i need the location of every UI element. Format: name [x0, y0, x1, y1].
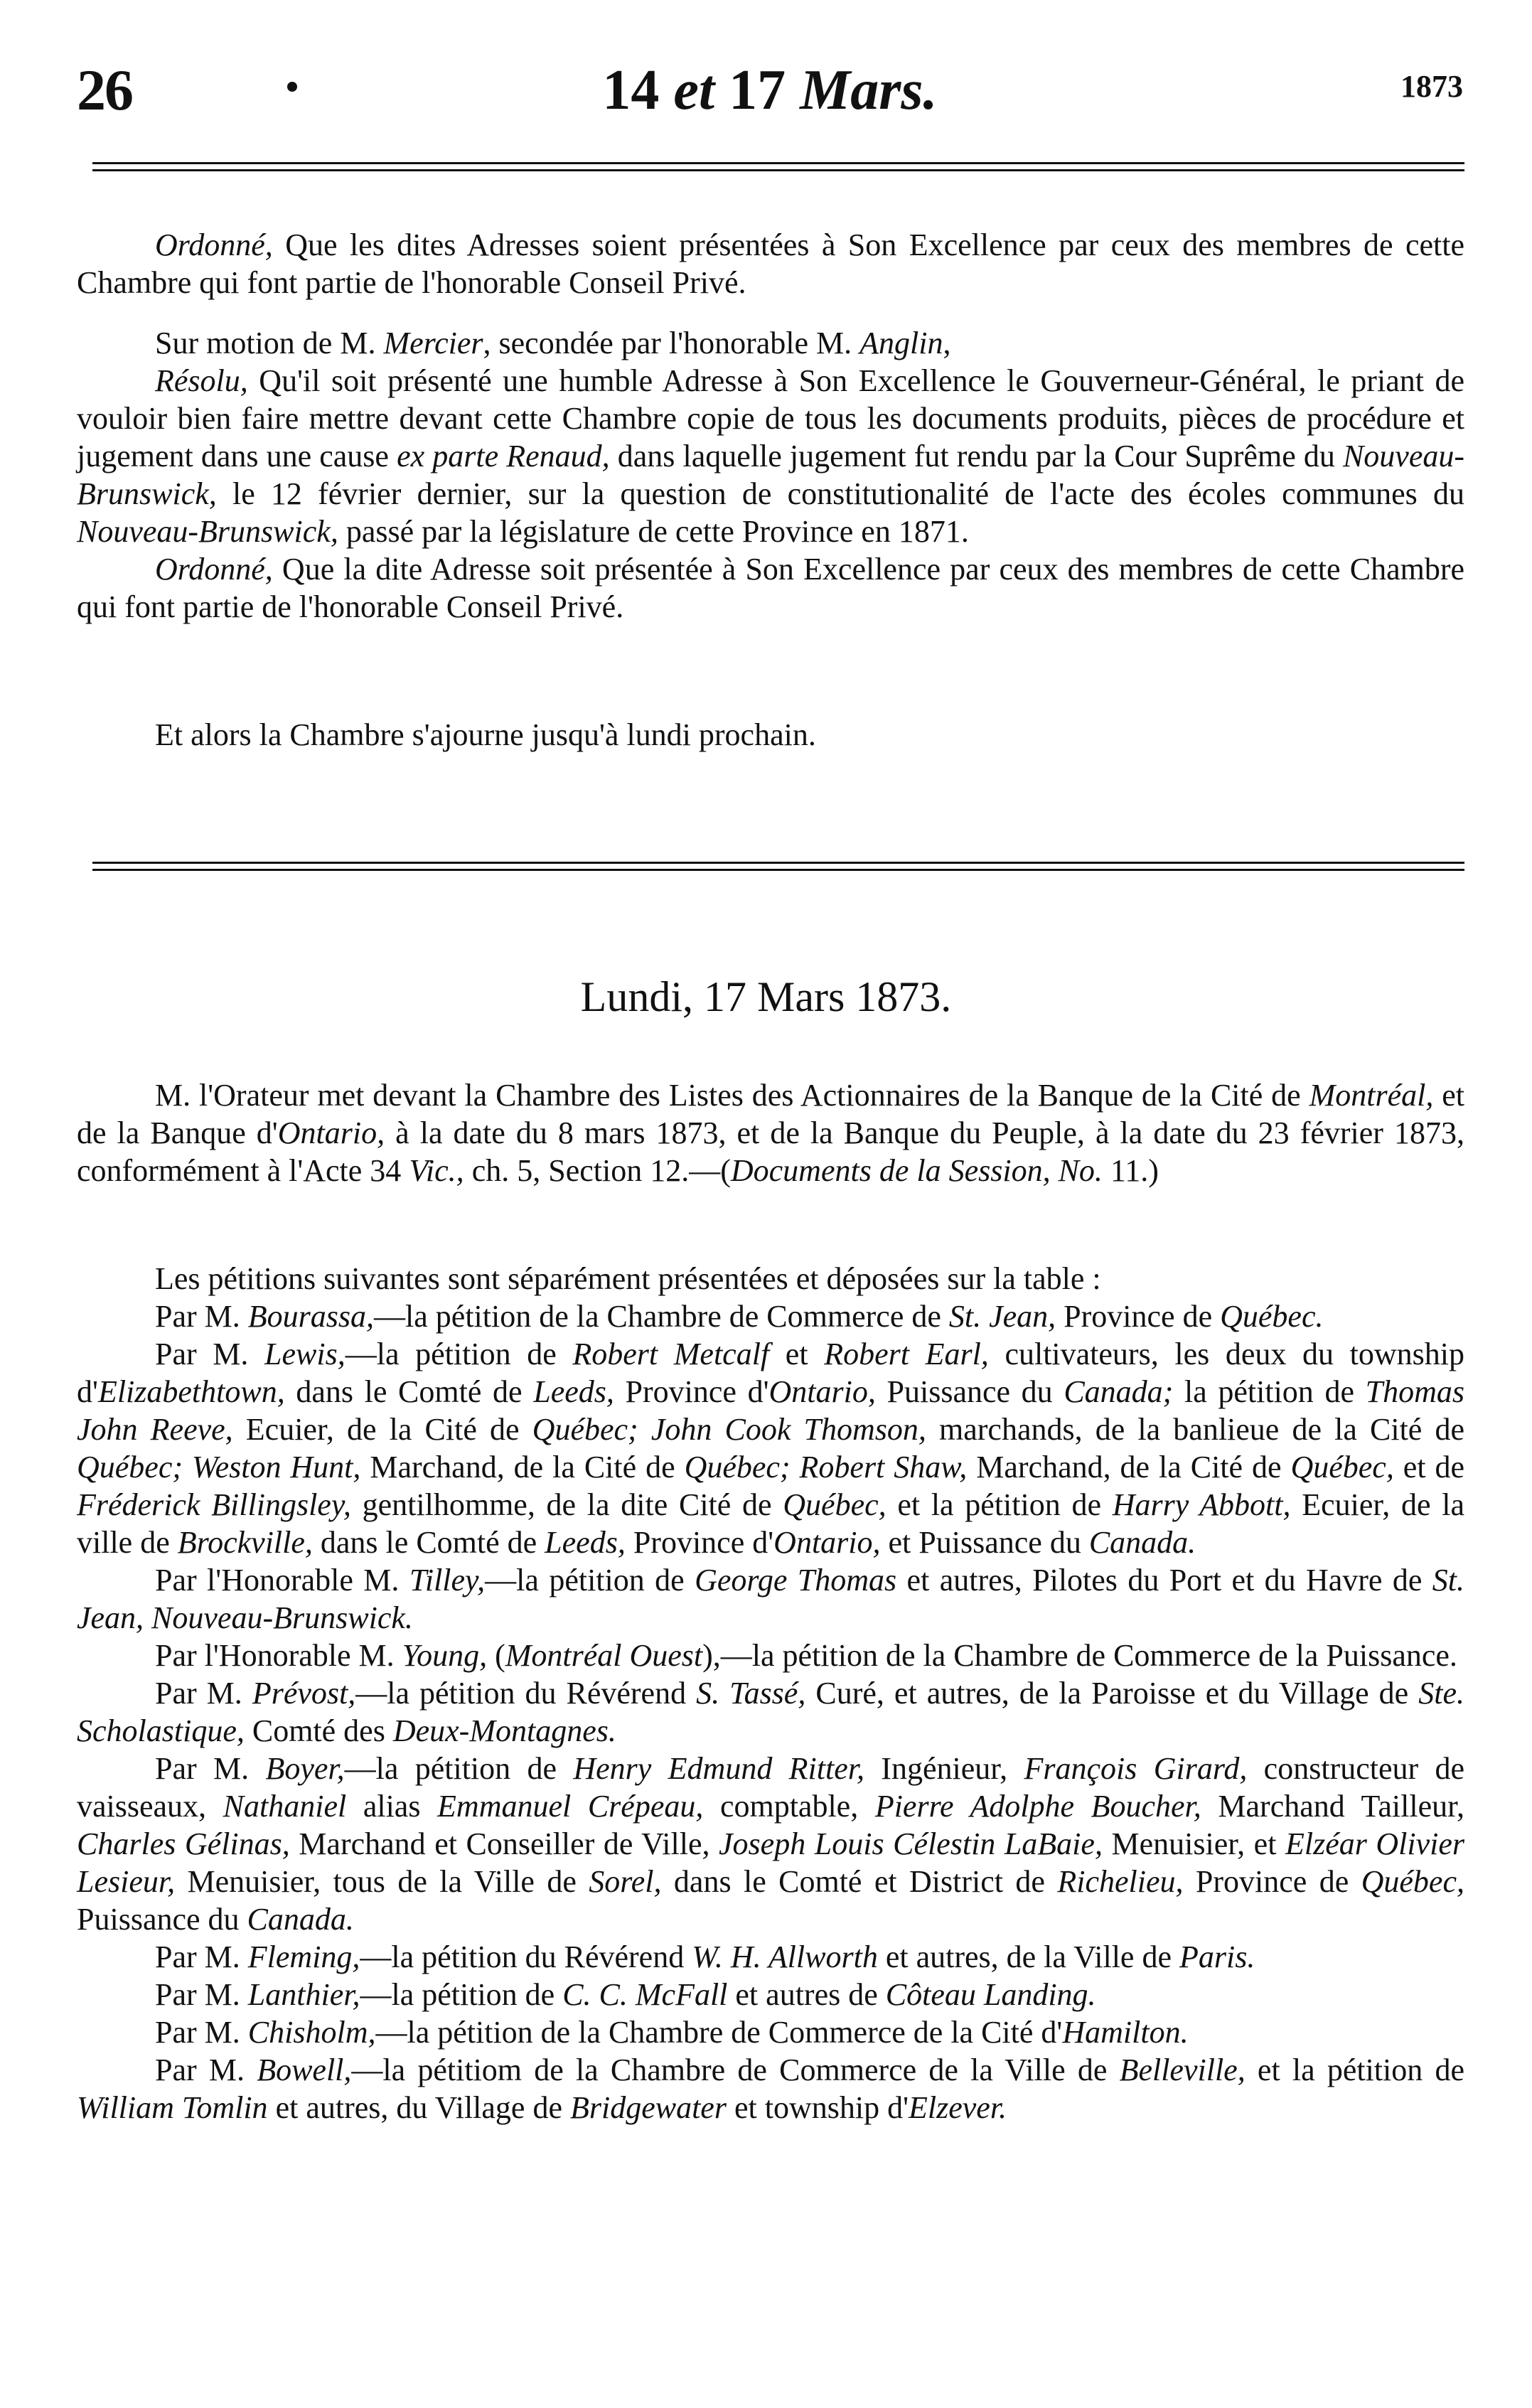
petition-italic-segment: Québec, — [783, 1487, 886, 1522]
orateur-text-5: 11.) — [1102, 1153, 1159, 1188]
resolu-italic-3: Nouveau-Brunswick, — [77, 514, 338, 549]
petition-italic-segment: Harry Abbott, — [1112, 1487, 1291, 1522]
petition-text-segment: Ingénieur, — [864, 1751, 1024, 1786]
petition-italic-segment: Québec. — [1220, 1299, 1324, 1334]
page-number: 26 — [77, 58, 132, 122]
petition-italic-segment: Canada; — [1064, 1374, 1174, 1409]
petition-text-segment: Menuisier, tous de la Ville de — [175, 1864, 589, 1899]
petition-text-segment: —la pétition de — [344, 1751, 574, 1786]
petition-paragraph — [77, 1976, 1464, 2013]
petition-text-segment: Par M. — [155, 1337, 265, 1371]
petition-italic-segment: Joseph Louis Célestin LaBaie, — [719, 1826, 1103, 1861]
orateur-text-3: à la date du 8 mars 1873, et de la Banque du Peuple, à la date du 23 février 1873, conformément à l'Acte 34 — [77, 1115, 1464, 1188]
petition-italic-segment: Leeds, — [533, 1374, 614, 1409]
motion-text-end: , — [943, 326, 951, 360]
day-heading: Lundi, 17 Mars 1873. — [580, 973, 952, 1020]
petition-text-segment: et autres, Pilotes du Port et du Havre de — [896, 1563, 1432, 1598]
petition-text-segment: Par M. — [155, 2053, 257, 2087]
petition-italic-segment: Hamilton. — [1062, 2015, 1189, 2050]
petition-italic-segment: Pierre Adolphe Boucher, — [874, 1789, 1201, 1824]
petition-text-segment: Par l'Honorable M. — [155, 1638, 402, 1673]
paragraph-ordonne-2 — [77, 550, 1464, 626]
petition-text-segment: Marchand et Conseiller de Ville, — [289, 1826, 719, 1861]
header-double-rule — [92, 162, 1464, 176]
petition-text-segment: Par M. — [155, 1751, 266, 1786]
section-double-rule — [92, 862, 1464, 876]
petition-italic-segment: Robert Shaw, — [799, 1450, 968, 1484]
petition-italic-segment: Boyer, — [265, 1751, 345, 1786]
petition-text-segment: —la pétition du Révérend — [355, 1676, 697, 1711]
petition-italic-segment: Richelieu, — [1057, 1864, 1184, 1899]
petition-italic-segment: Tilley, — [409, 1563, 486, 1598]
petition-text-segment: Marchand, de la Cité de — [360, 1450, 685, 1484]
section-orateur-listes — [77, 1076, 1464, 1189]
petition-text-segment: Marchand, de la Cité de — [967, 1450, 1291, 1484]
petition-text-segment: Province de — [1183, 1864, 1361, 1899]
petition-italic-segment: W. H. Allworth — [692, 1939, 878, 1974]
petition-text-segment: et la pétition de — [1245, 2053, 1464, 2087]
petition-text-segment: ( — [487, 1638, 505, 1673]
paragraph-ordonne-1 — [77, 226, 1464, 301]
orateur-italic-3: Vic., — [409, 1153, 464, 1188]
section-petitions — [77, 1260, 1464, 2126]
petition-italic-segment: Weston Hunt, — [191, 1450, 361, 1484]
date-conjunction: et — [673, 59, 715, 122]
petition-italic-segment: Robert Earl, — [824, 1337, 989, 1371]
petition-italic-segment: Québec; — [684, 1450, 791, 1484]
orateur-italic-1: Montréal, — [1309, 1078, 1434, 1113]
petition-italic-segment: Fréderick Billingsley, — [77, 1487, 351, 1522]
petition-text-segment: Puissance du — [77, 1902, 247, 1937]
petition-text-segment: et autres, du Village de — [267, 2090, 570, 2125]
motion-text-mid: , secondée par l'honorable M. — [483, 326, 860, 360]
petition-italic-segment: C. C. McFall — [562, 1977, 728, 2012]
petition-text-segment: Province d' — [614, 1374, 769, 1409]
petition-italic-segment: John Cook Thomson, — [650, 1412, 926, 1447]
petition-paragraph — [77, 1750, 1464, 1938]
petition-italic-segment: Elzéar Olivier Lesieur, — [77, 1826, 1465, 1899]
petition-text-segment: gentilhomme, de la dite Cité de — [350, 1487, 783, 1522]
petition-text-segment: dans le Comté et District de — [661, 1864, 1058, 1899]
petition-italic-segment: Fleming, — [247, 1939, 360, 1974]
petition-italic-segment: Leeds, — [545, 1525, 626, 1560]
petition-text-segment: —la pétition de — [485, 1563, 695, 1598]
petition-text-segment: Par l'Honorable M. — [155, 1563, 409, 1598]
petition-text-segment: et la pétition de — [886, 1487, 1113, 1522]
petition-italic-segment: St. Jean, Nouveau-Brunswick. — [77, 1563, 1465, 1635]
petition-italic-segment: Bourassa, — [247, 1299, 375, 1334]
petition-text-segment: —la pétition du Révérend — [360, 1939, 692, 1974]
petition-text-segment: Ecuier, de la Cité de — [232, 1412, 532, 1447]
petition-text-segment: Province d' — [625, 1525, 774, 1560]
petition-italic-segment: Ontario, — [768, 1374, 876, 1409]
petition-italic-segment: Québec; — [77, 1450, 183, 1484]
motion-mover: Mercier — [383, 326, 483, 360]
adjournment-line: Et alors la Chambre s'ajourne jusqu'à lundi prochain. — [155, 717, 816, 752]
petition-italic-segment: Henry Edmund Ritter, — [573, 1751, 864, 1786]
petition-italic-segment: George Thomas — [695, 1563, 897, 1598]
petition-italic-segment: Montréal Ouest — [505, 1638, 703, 1673]
petition-paragraph — [77, 1297, 1464, 1335]
petition-italic-segment: Bowell, — [257, 2053, 352, 2087]
petition-italic-segment: Prévost, — [252, 1676, 356, 1711]
petition-text-segment: alias — [346, 1789, 438, 1824]
resolu-text-1: Qu'il soit présenté une humble Adresse à Son Excellence le Gouverneur-Général, le priant de vouloir bien faire mettre devant cette Chambre copie de tous les documents produits, pièces de procédure et jugement dans une cause — [77, 363, 1464, 473]
petition-text-segment: dans le Comté de — [312, 1525, 545, 1560]
petition-text-segment: Comté des — [244, 1713, 393, 1748]
resolu-italic-1: ex parte Renaud, — [397, 439, 610, 473]
resolu-text-4: passé par la législature de cette Province en 1871. — [338, 514, 969, 549]
ink-dot — [287, 82, 297, 92]
petition-text-segment: et autres, de la Ville de — [877, 1939, 1179, 1974]
petition-italic-segment: Elizabethtown, — [97, 1374, 285, 1409]
motion-text: Sur motion de M. — [155, 326, 384, 360]
petition-italic-segment: S. Tassé, — [696, 1676, 806, 1711]
petition-text-segment: Curé, et autres, de la Paroisse et du Village de — [805, 1676, 1419, 1711]
petition-text-segment: Puissance du — [875, 1374, 1064, 1409]
petition-text-segment: cultivateurs, les deux du township d' — [77, 1337, 1465, 1409]
paragraph-orateur — [77, 1076, 1464, 1189]
petition-italic-segment: Nathaniel — [223, 1789, 347, 1824]
orateur-text-1: M. l'Orateur met devant la Chambre des Listes des Actionnaires de la Banque de la Cité de — [155, 1078, 1309, 1113]
page-date — [77, 58, 1463, 123]
petition-text-segment: et township d' — [726, 2090, 909, 2125]
petition-italic-segment: William Tomlin — [77, 2090, 268, 2125]
petition-text-segment: ),—la pétition de la Chambre de Commerce de la Puissance. — [702, 1638, 1457, 1673]
petition-italic-segment: Canada. — [1088, 1525, 1196, 1560]
petition-italic-segment: Ste. Scholastique, — [77, 1676, 1464, 1748]
petition-text-segment — [638, 1412, 651, 1447]
petition-paragraph — [77, 1335, 1464, 1561]
petition-text-segment: Par M. — [155, 1676, 252, 1711]
petition-paragraph — [77, 1637, 1464, 1674]
petitions-list — [77, 1297, 1464, 2126]
petition-italic-segment: Lewis, — [264, 1337, 345, 1371]
petition-text-segment: comptable, — [703, 1789, 875, 1824]
petition-italic-segment: Young, — [402, 1638, 488, 1673]
petition-italic-segment: Belleville, — [1119, 2053, 1246, 2087]
petition-italic-segment: Brockville, — [177, 1525, 313, 1560]
petition-text-segment: la pétition de — [1173, 1374, 1366, 1409]
petition-text-segment: —la pétition de la Chambre de Commerce de la Cité d' — [375, 2015, 1063, 2050]
ordonne-text: Que les dites Adresses soient présentées à Son Excellence par ceux des membres de cette Chambre qui font partie de l'honorable Conseil Privé. — [77, 228, 1464, 300]
petition-text-segment: et autres de — [727, 1977, 886, 2012]
petition-text-segment: dans le Comté de — [284, 1374, 534, 1409]
petition-text-segment: Par M. — [155, 1977, 248, 2012]
petition-text-segment: Province de — [1056, 1299, 1221, 1334]
petition-italic-segment: Robert Metcalf — [572, 1337, 770, 1371]
petition-italic-segment: Ontario, — [773, 1525, 881, 1560]
page-year: 1873 — [1400, 69, 1463, 104]
petition-text-segment: et de — [1393, 1450, 1465, 1484]
petition-text-segment — [183, 1450, 192, 1484]
ordonne-2-lead: Ordonné, — [155, 552, 273, 587]
petition-italic-segment: Bridgewater — [569, 2090, 727, 2125]
petition-text-segment: —la pétitiom de la Chambre de Commerce de la Ville de — [351, 2053, 1120, 2087]
petition-paragraph — [77, 2013, 1464, 2051]
petition-italic-segment: St. Jean, — [948, 1299, 1056, 1334]
petition-italic-segment: François Girard, — [1024, 1751, 1248, 1786]
petition-text-segment: —la pétition de — [360, 1977, 563, 2012]
ordonne-lead: Ordonné, — [155, 228, 273, 262]
petition-italic-segment: Québec, — [1290, 1450, 1394, 1484]
petition-italic-segment: Paris. — [1179, 1939, 1255, 1974]
petition-text-segment: Par M. — [155, 1939, 248, 1974]
petition-text-segment: Marchand Tailleur, — [1201, 1789, 1464, 1824]
section-motion-mercier — [77, 324, 1464, 626]
date-days-end: 17 — [714, 59, 800, 122]
date-month: Mars. — [800, 59, 938, 122]
petition-italic-segment: Côteau Landing. — [885, 1977, 1096, 2012]
petition-italic-segment: Deux-Montagnes. — [392, 1713, 616, 1748]
petition-italic-segment: Canada. — [247, 1902, 354, 1937]
petition-italic-segment: Elzever. — [909, 2090, 1007, 2125]
paragraph-resolu — [77, 362, 1464, 550]
petition-italic-segment: Emmanuel Crépeau, — [437, 1789, 704, 1824]
petition-italic-segment: Charles Gélinas, — [77, 1826, 290, 1861]
petition-paragraph — [77, 1561, 1464, 1637]
petition-text-segment: Par M. — [155, 1299, 248, 1334]
resolu-text-3: le 12 février dernier, sur la question de constitutionalité de l'acte des écoles communes du — [216, 476, 1464, 511]
section-ordonne-1 — [77, 226, 1464, 301]
petition-text-segment: et Puissance du — [880, 1525, 1089, 1560]
page-header — [77, 50, 1463, 135]
petition-italic-segment: Lanthier, — [247, 1977, 360, 2012]
date-days-start: 14 — [602, 59, 674, 122]
orateur-italic-4: Documents de la Session, No. — [730, 1153, 1103, 1188]
petition-italic-segment: Sorel, — [589, 1864, 662, 1899]
petition-italic-segment: Thomas John Reeve, — [77, 1374, 1464, 1447]
ordonne-2-text: Que la dite Adresse soit présentée à Son Excellence par ceux des membres de cette Chambre qui font partie de l'honorable Conseil Privé. — [77, 552, 1464, 624]
petition-paragraph — [77, 1674, 1464, 1750]
petition-text-segment: —la pétition de la Chambre de Commerce de — [374, 1299, 949, 1334]
orateur-italic-2: Ontario, — [277, 1115, 385, 1150]
paragraph-motion — [77, 324, 1464, 362]
petitions-intro: Les pétitions suivantes sont séparément présentées et déposées sur la table : — [155, 1261, 1101, 1296]
petition-text-segment: et — [769, 1337, 825, 1371]
petition-text-segment: marchands, de la banlieue de la Cité de — [926, 1412, 1464, 1447]
petition-text-segment: —la pétition de — [345, 1337, 573, 1371]
petition-text-segment: Ecuier, de la ville de — [77, 1487, 1465, 1560]
petition-italic-segment: Chisholm, — [247, 2015, 376, 2050]
petition-italic-segment: Québec, — [1361, 1864, 1464, 1899]
petition-paragraph — [77, 2051, 1464, 2126]
petition-text-segment: constructeur de vaisseaux, — [77, 1751, 1465, 1824]
petition-text-segment — [791, 1450, 800, 1484]
resolu-italic-2: Nouveau-Brunswick, — [77, 439, 1465, 511]
orateur-text-2: et de la Banque d' — [77, 1078, 1464, 1150]
orateur-text-4: ch. 5, Section 12.—( — [464, 1153, 731, 1188]
resolu-text-2: dans laquelle jugement fut rendu par la Cour Suprême du — [609, 439, 1343, 473]
resolu-lead: Résolu, — [155, 363, 248, 398]
petition-paragraph — [77, 1938, 1464, 1976]
petition-text-segment: Par M. — [155, 2015, 248, 2050]
petition-italic-segment: Québec; — [532, 1412, 638, 1447]
petition-text-segment: Menuisier, et — [1102, 1826, 1285, 1861]
motion-seconder: Anglin — [859, 326, 943, 360]
